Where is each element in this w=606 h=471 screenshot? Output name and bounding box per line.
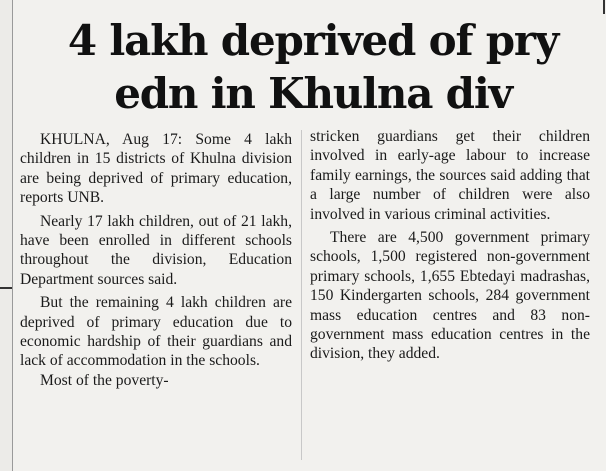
headline-line-2: edn in Khulna div	[114, 69, 512, 118]
crop-mark	[603, 0, 605, 14]
paragraph: There are 4,500 government primary schools, 1,500 registered non-government primary schools, 1,655 Ebtedayi madrashas, 150 Kindergarten schools, 284 government mass education centres and 83 non-government mass education centres in the division, they added.	[310, 229, 590, 363]
paragraph: stricken guardians get their children involved in early-age labour to increase family earnings, the sources said adding that a large number of children were also involved in various criminal activities.	[310, 128, 590, 223]
paragraph: KHULNA, Aug 17: Some 4 lakh children in 15 districts of Khulna division are being deprived of primary education, reports UNB.	[20, 131, 292, 207]
headline-line-1: 4 lakh deprived of pry	[67, 16, 559, 65]
paragraph: Nearly 17 lakh children, out of 21 lakh, have been enrolled in different schools throughout the division, Education Department sources said.	[20, 212, 292, 288]
article-column-right	[310, 127, 590, 364]
headline	[27, 14, 599, 120]
column-divider	[301, 130, 302, 460]
paragraph: Most of the poverty-	[40, 371, 169, 389]
paragraph: But the remaining 4 lakh children are deprived of primary education due to economic hardship of their guardians and lack of accommodation in the schools.	[20, 294, 292, 370]
crop-mark	[0, 287, 12, 289]
article-column-left	[20, 130, 292, 390]
